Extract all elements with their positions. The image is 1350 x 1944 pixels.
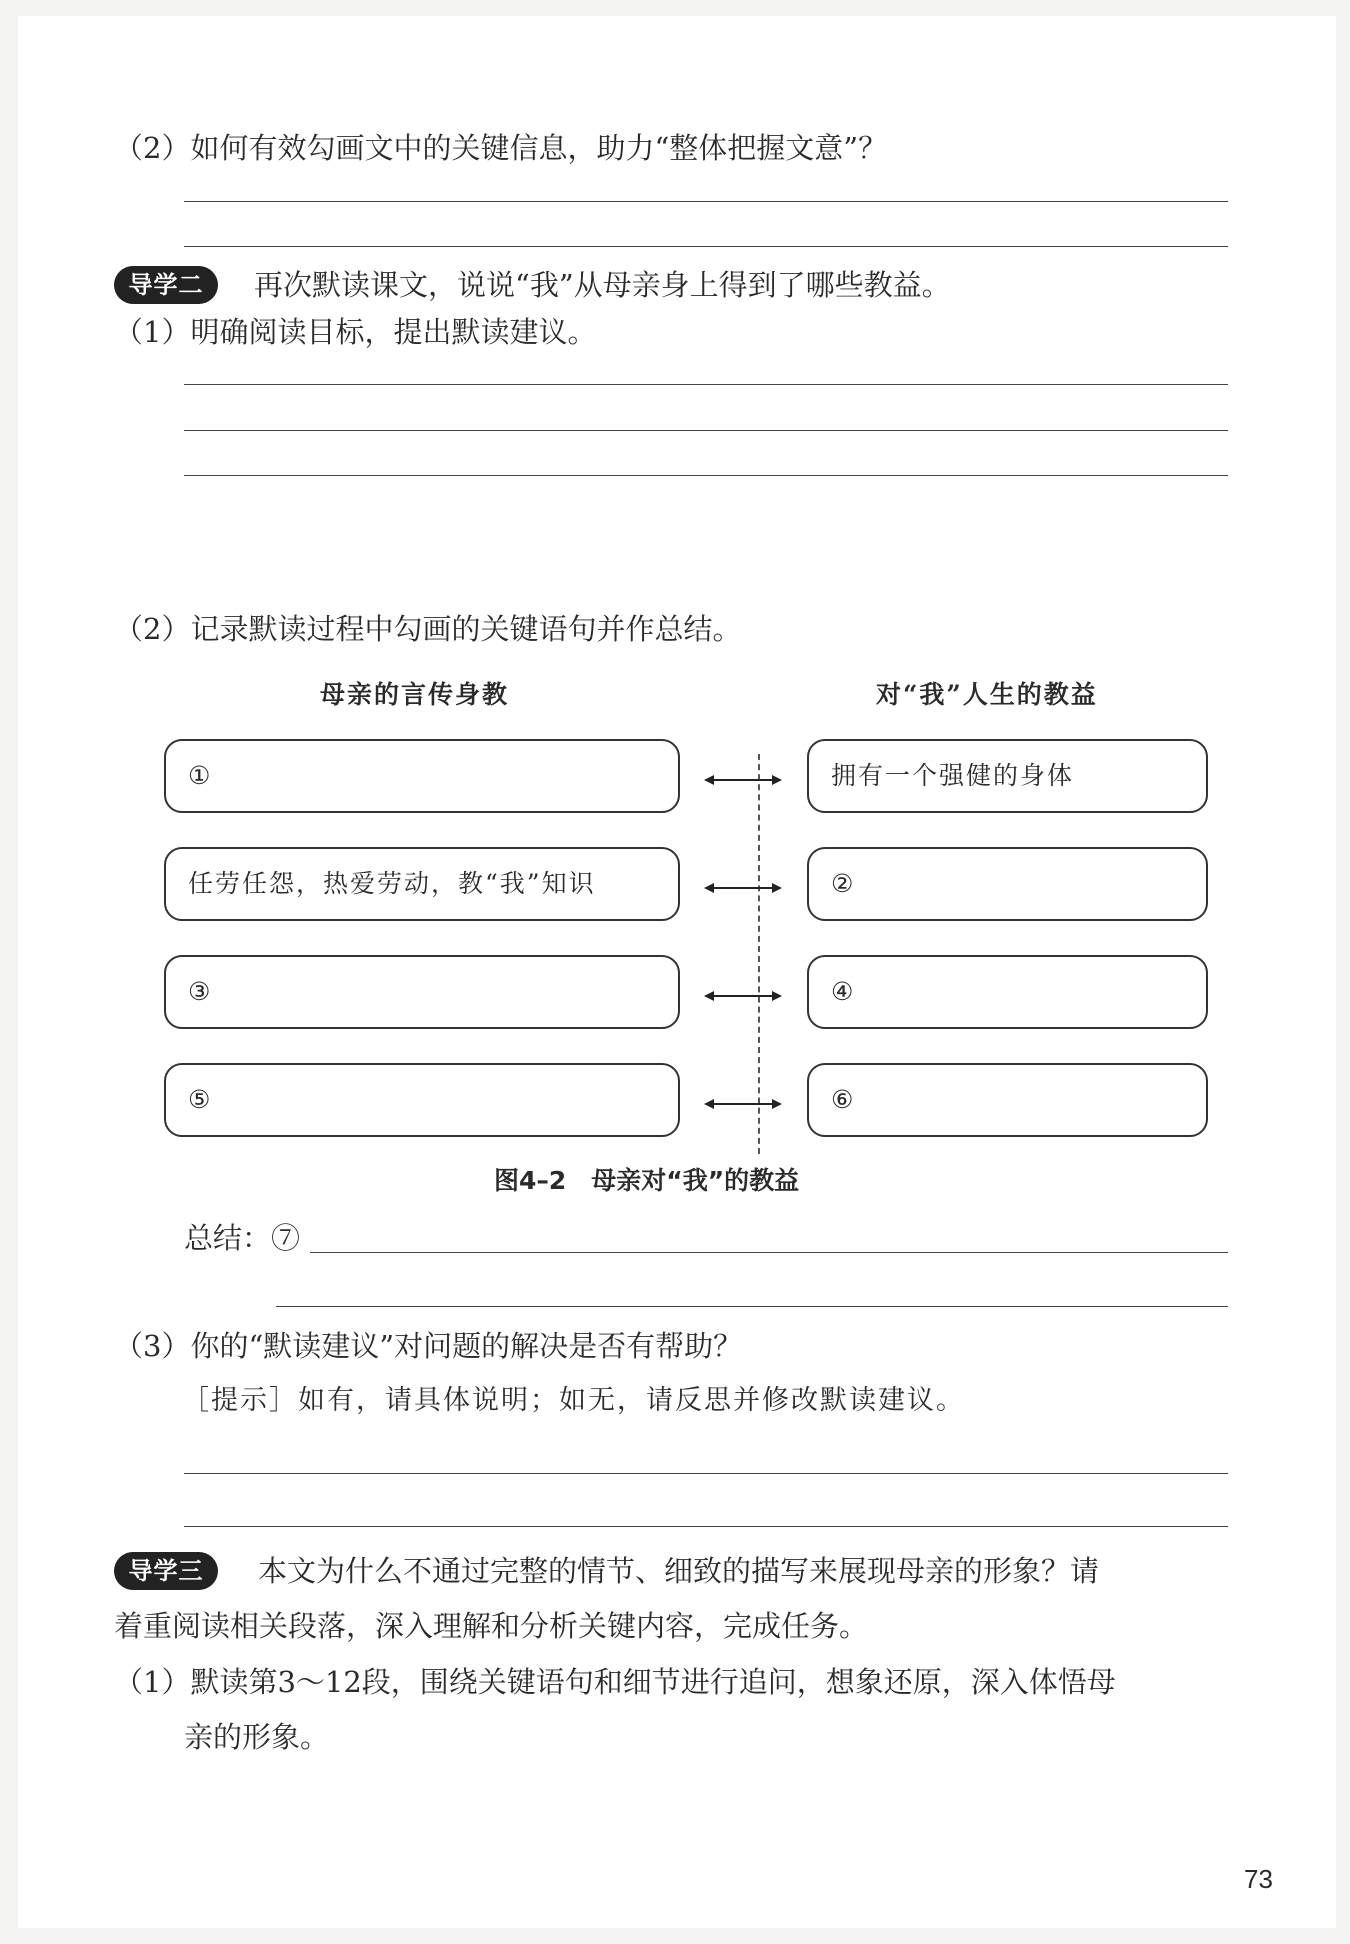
guide-3-question-1-line-2: 亲的形象。 bbox=[184, 1720, 330, 1754]
guide-3-badge: 导学三 bbox=[114, 1552, 218, 1590]
guide-2-question-3: （3）你的“默读建议”对问题的解决是否有帮助？ bbox=[114, 1329, 743, 1363]
teaching-box-3[interactable]: ③ bbox=[164, 955, 680, 1029]
divider-dashed bbox=[758, 754, 760, 1154]
double-arrow-icon bbox=[704, 772, 782, 788]
guide-2-question-1: （1）明确阅读目标，提出默读建议。 bbox=[114, 315, 597, 349]
benefit-box-1[interactable]: 拥有一个强健的身体 bbox=[807, 739, 1208, 813]
figure-caption: 图4–2 母亲对“我”的教益 bbox=[494, 1166, 800, 1195]
page-number: 73 bbox=[1244, 1864, 1273, 1894]
answer-line[interactable] bbox=[184, 384, 1228, 385]
teaching-box-1[interactable]: ① bbox=[164, 739, 680, 813]
teaching-box-4[interactable]: ⑤ bbox=[164, 1063, 680, 1137]
summary-answer-line[interactable] bbox=[310, 1252, 1228, 1253]
guide-2-badge: 导学二 bbox=[114, 266, 218, 304]
column-header-right: 对“我”人生的教益 bbox=[876, 680, 1098, 709]
benefit-box-3[interactable]: ④ bbox=[807, 955, 1208, 1029]
answer-line[interactable] bbox=[184, 430, 1228, 431]
column-header-left: 母亲的言传身教 bbox=[320, 680, 510, 709]
summary-label: 总结：⑦ bbox=[184, 1221, 301, 1255]
guide-2-question-2: （2）记录默读过程中勾画的关键语句并作总结。 bbox=[114, 612, 742, 646]
summary-answer-line[interactable] bbox=[276, 1306, 1228, 1307]
answer-line[interactable] bbox=[184, 1473, 1228, 1474]
guide-3-title-line-1: 本文为什么不通过完整的情节、细致的描写来展现母亲的形象？请 bbox=[258, 1554, 1100, 1588]
guide-2-title: 再次默读课文，说说“我”从母亲身上得到了哪些教益。 bbox=[254, 268, 951, 302]
benefit-box-4[interactable]: ⑥ bbox=[807, 1063, 1208, 1137]
guide-3-question-1-line-1: （1）默读第3～12段，围绕关键语句和细节进行追问，想象还原，深入体悟母 bbox=[114, 1665, 1116, 1699]
answer-line[interactable] bbox=[184, 246, 1228, 247]
double-arrow-icon bbox=[704, 988, 782, 1004]
hint-text: ［提示］如有，请具体说明；如无，请反思并修改默读建议。 bbox=[182, 1385, 965, 1416]
double-arrow-icon bbox=[704, 1096, 782, 1112]
answer-line[interactable] bbox=[184, 475, 1228, 476]
question-2-text: （2）如何有效勾画文中的关键信息，助力“整体把握文意”？ bbox=[114, 131, 888, 165]
answer-line[interactable] bbox=[184, 1526, 1228, 1527]
double-arrow-icon bbox=[704, 880, 782, 896]
teaching-box-2[interactable]: 任劳任怨，热爱劳动，教“我”知识 bbox=[164, 847, 680, 921]
workbook-page bbox=[18, 16, 1336, 1928]
answer-line[interactable] bbox=[184, 201, 1228, 202]
guide-3-title-line-2: 着重阅读相关段落，深入理解和分析关键内容，完成任务。 bbox=[114, 1609, 869, 1643]
benefit-box-2[interactable]: ② bbox=[807, 847, 1208, 921]
